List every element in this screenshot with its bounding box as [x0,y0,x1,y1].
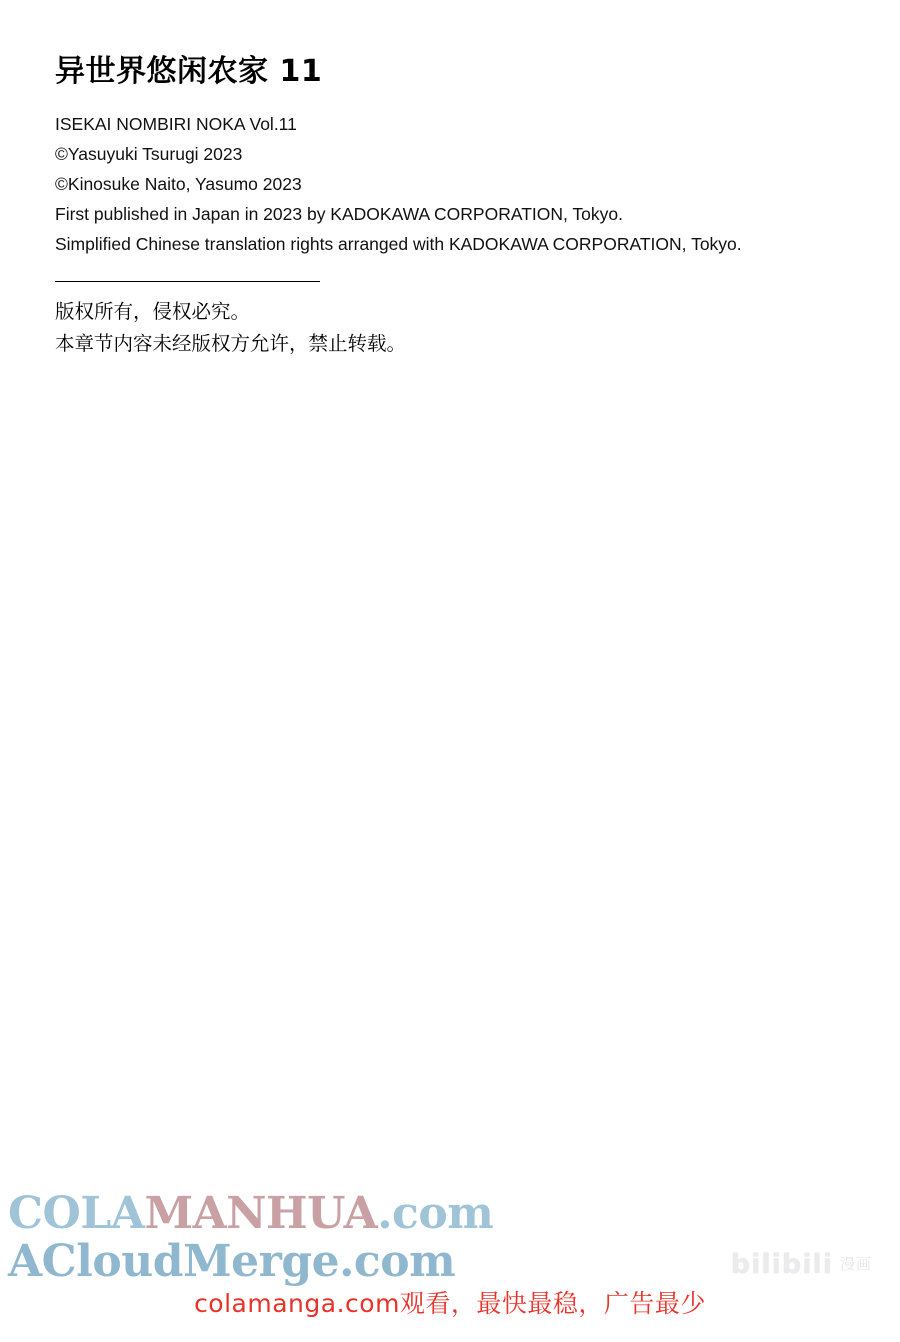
watermark-line-1 [8,1188,494,1239]
notice-line-0: 版权所有，侵权必究。 [55,300,251,324]
bilibili-wordmark: bilibili [730,1249,833,1280]
page-title: 异世界悠闲农家 11 [55,54,323,89]
watermark-line-2: ACloudMerge.com [8,1236,456,1287]
credit-line-4: Simplified Chinese translation rights arranged with KADOKAWA CORPORATION, Tokyo. [55,234,742,255]
credit-line-3: First published in Japan in 2023 by KADOKAWA CORPORATION, Tokyo. [55,204,624,225]
bilibili-manga-logo [731,1249,872,1280]
bilibili-manga-label: 漫画 [839,1254,872,1273]
colophon-block [55,52,860,360]
credit-line-1: ©Yasuyuki Tsurugi 2023 [55,144,243,165]
notice-line-1: 本章节内容未经版权方允许，禁止转载。 [55,332,407,356]
watermark-cola-text: COLA [8,1188,145,1239]
promo-text: colamanga.com观看，最快最稳，广告最少 [194,1289,706,1318]
watermark-manhua-text: MANHUA [144,1188,378,1239]
copyright-credits [55,109,860,259]
credit-line-2: ©Kinosuke Naito, Yasumo 2023 [55,174,302,195]
copyright-notice [55,296,860,359]
credit-line-0: ISEKAI NOMBIRI NOKA Vol.11 [55,114,297,134]
horizontal-divider [55,281,320,282]
watermark-domain-text: .com [377,1188,494,1239]
site-watermark [8,1188,494,1287]
